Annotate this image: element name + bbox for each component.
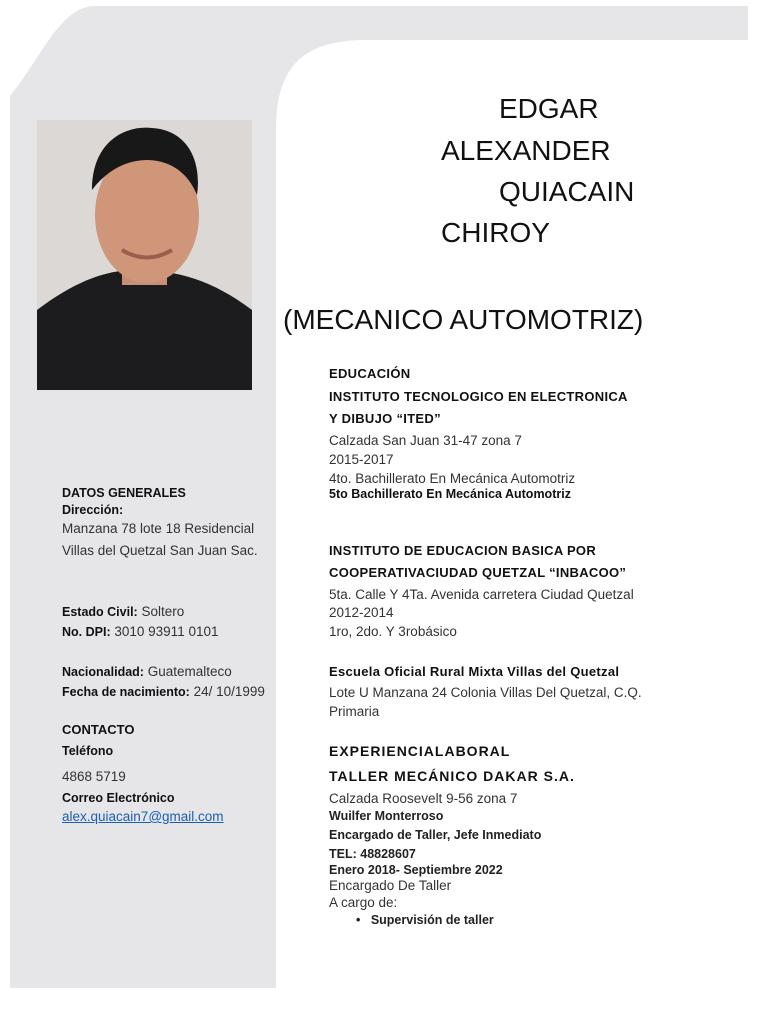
- name-line-2: ALEXANDER: [441, 135, 611, 166]
- birthdate-value: 24/ 10/1999: [193, 684, 265, 699]
- address-line-2: Villas del Quetzal San Juan Sac.: [62, 543, 258, 558]
- school2-years: 2012-2014: [329, 605, 394, 620]
- address-line-1: Manzana 78 lote 18 Residencial: [62, 521, 255, 536]
- address-label: Dirección:: [62, 503, 124, 517]
- school2-name-line-2: COOPERATIVACIUDAD QUETZAL “INBACOO”: [329, 565, 627, 580]
- supervisor-phone: TEL: 48828607: [329, 847, 416, 861]
- civil-status-value: Soltero: [141, 604, 185, 619]
- school1-degree-2: 5to Bachillerato En Mecánica Automotriz: [329, 487, 571, 501]
- dpi-value: 3010 93911 0101: [114, 624, 219, 639]
- duty-item: [356, 913, 494, 927]
- birthdate-label: Fecha de nacimiento:: [62, 685, 190, 699]
- school3-name: Escuela Oficial Rural Mixta Villas del Quetzal: [329, 664, 620, 679]
- company-address: Calzada Roosevelt 9-56 zona 7: [329, 791, 518, 806]
- general-heading: DATOS GENERALES: [62, 486, 186, 500]
- dpi-label: No. DPI:: [62, 625, 111, 639]
- school1-name-line-1: INSTITUTO TECNOLOGICO EN ELECTRONICA: [329, 389, 628, 404]
- work-position: Encargado De Taller: [329, 878, 452, 893]
- civil-status-label: Estado Civil:: [62, 605, 138, 619]
- company-name: TALLER MECÁNICO DAKAR S.A.: [329, 768, 575, 784]
- civil-status-row: [62, 604, 184, 619]
- name-line-1: EDGAR: [499, 93, 599, 124]
- email-label: Correo Electrónico: [62, 791, 175, 805]
- phone-label: Teléfono: [62, 744, 114, 758]
- phone-value: 4868 5719: [62, 769, 126, 784]
- supervisor-name: Wuilfer Monterroso: [329, 809, 444, 823]
- duty-1: Supervisión de taller: [370, 913, 494, 927]
- school1-years: 2015-2017: [329, 452, 394, 467]
- school1-address: Calzada San Juan 31-47 zona 7: [329, 433, 522, 448]
- school2-address: 5ta. Calle Y 4Ta. Avenida carretera Ciudad Quetzal: [329, 587, 634, 602]
- bullet-icon: •: [356, 913, 361, 927]
- school3-address: Lote U Manzana 24 Colonia Villas Del Quetzal, C.Q.: [329, 685, 642, 700]
- name-line-4: CHIROY: [441, 217, 550, 248]
- dpi-row: [62, 624, 218, 639]
- education-heading: EDUCACIÓN: [329, 366, 411, 381]
- nationality-label: Nacionalidad:: [62, 665, 144, 679]
- birthdate-row: [62, 684, 265, 699]
- profession-title: (MECANICO AUTOMOTRIZ): [283, 304, 644, 335]
- school2-name-line-1: INSTITUTO DE EDUCACION BASICA POR: [329, 543, 597, 558]
- school1-name-line-2: Y DIBUJO “ITED”: [329, 411, 441, 426]
- experience-heading: EXPERIENCIALABORAL: [329, 743, 511, 759]
- supervisor-role: Encargado de Taller, Jefe Inmediato: [329, 828, 542, 842]
- nationality-row: [62, 664, 232, 679]
- school3-level: Primaria: [329, 704, 380, 719]
- school2-degree: 1ro, 2do. Y 3robásico: [329, 624, 457, 639]
- duties-label: A cargo de:: [329, 895, 398, 910]
- profile-photo: [37, 120, 252, 390]
- email-link[interactable]: alex.quiacain7@gmail.com: [62, 809, 224, 824]
- contact-heading: CONTACTO: [62, 722, 135, 737]
- name-line-3: QUIACAIN: [499, 176, 635, 207]
- school1-degree-1: 4to. Bachillerato En Mecánica Automotriz: [329, 471, 576, 486]
- work-period: Enero 2018- Septiembre 2022: [329, 863, 503, 877]
- nationality-value: Guatemalteco: [147, 664, 232, 679]
